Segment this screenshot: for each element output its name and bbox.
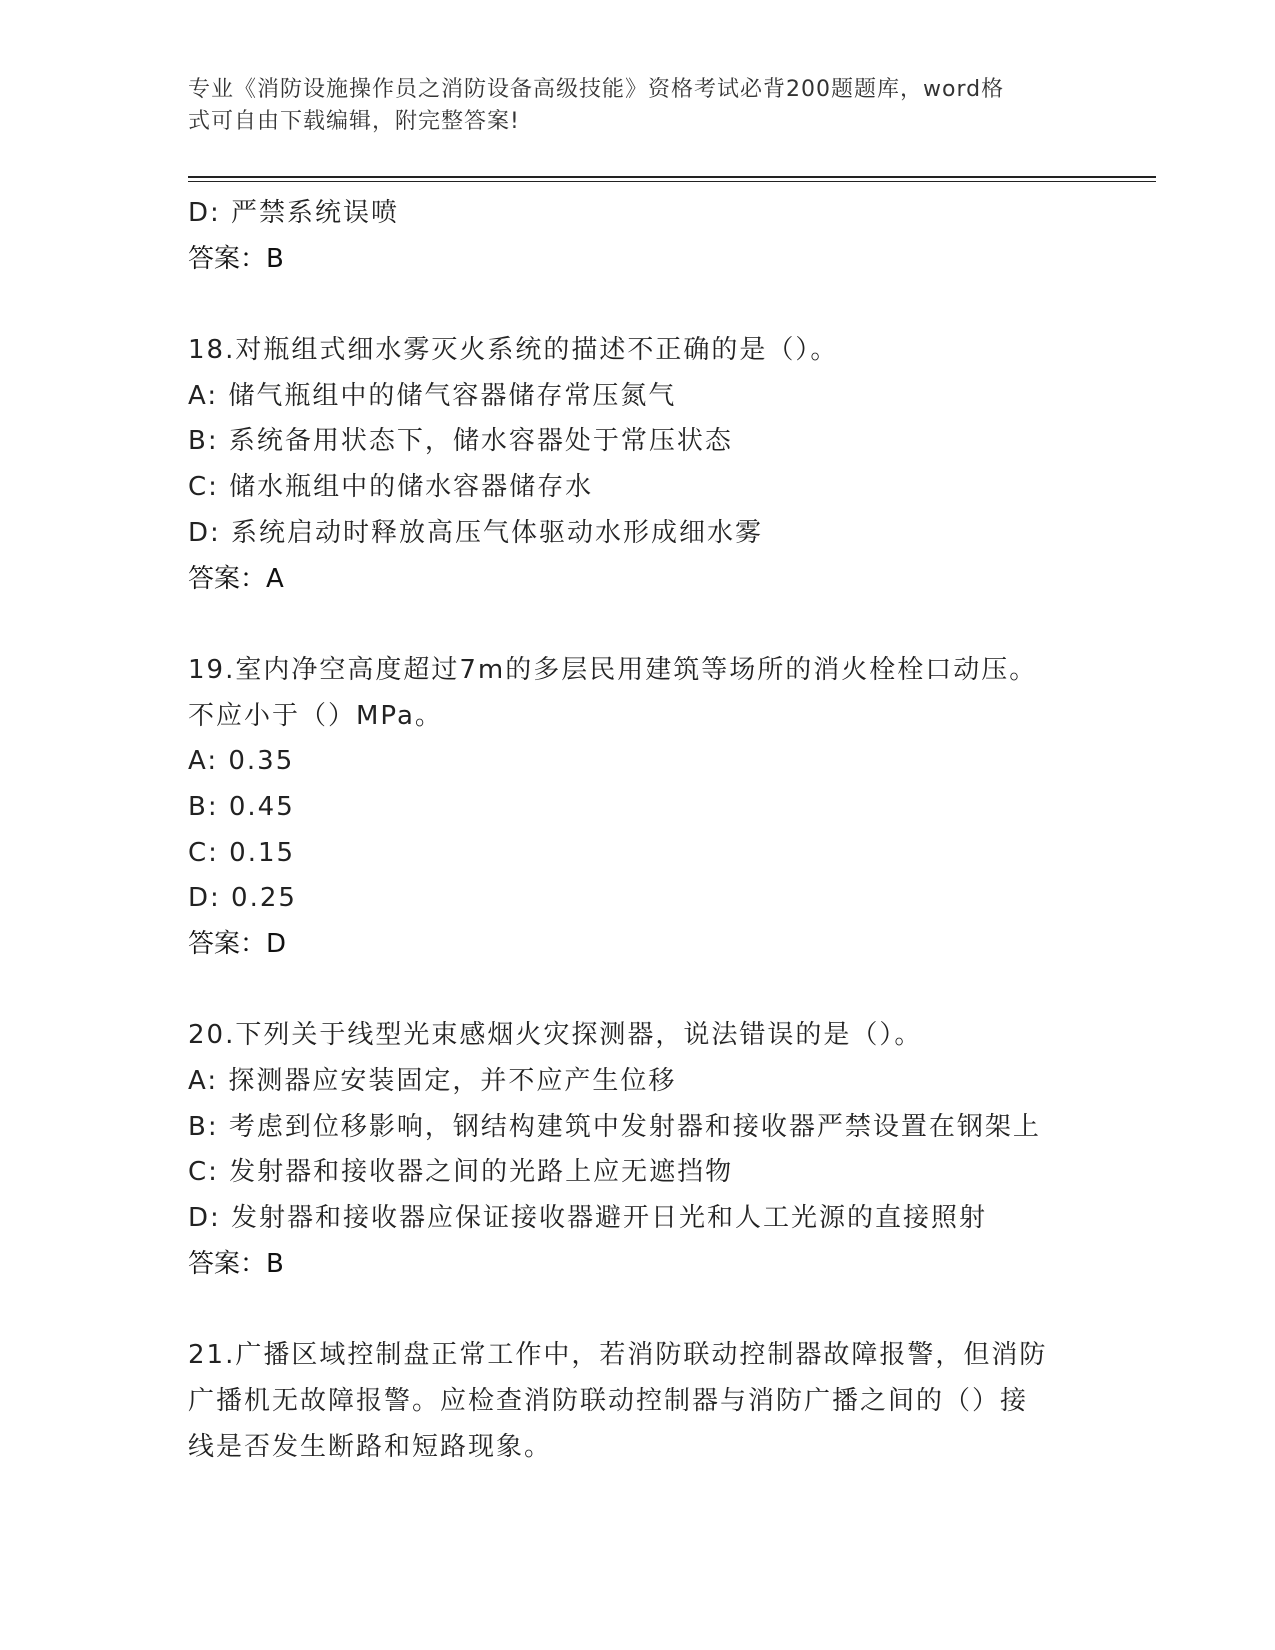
spacer bbox=[188, 1288, 1108, 1334]
option-b: B: 系统备用状态下，储水容器处于常压状态 bbox=[188, 426, 733, 457]
question-list bbox=[188, 191, 1108, 1470]
spacer bbox=[188, 282, 1108, 328]
question-stem-line-3: 线是否发生断路和短路现象。 bbox=[188, 1431, 553, 1462]
option-a: A: 探测器应安装固定，并不应产生位移 bbox=[188, 1066, 677, 1097]
option-a: A: 0.35 bbox=[188, 746, 295, 777]
spacer bbox=[188, 602, 1108, 648]
answer-line: 答案：B bbox=[188, 243, 284, 274]
header-divider-thin bbox=[188, 181, 1156, 182]
question-20 bbox=[188, 1013, 1108, 1287]
answer-line: 答案：B bbox=[188, 1248, 284, 1279]
option-c: C: 发射器和接收器之间的光路上应无遮挡物 bbox=[188, 1157, 734, 1188]
option-d: D: 严禁系统误喷 bbox=[188, 198, 400, 228]
question-stem: 20.下列关于线型光束感烟火灾探测器，说法错误的是（）。 bbox=[188, 1020, 923, 1051]
option-c: C: 0.15 bbox=[188, 837, 296, 868]
option-a: A: 储气瓶组中的储气容器储存常压氮气 bbox=[188, 380, 677, 411]
question-19 bbox=[188, 648, 1108, 968]
question-stem-line-1: 19.室内净空高度超过7m的多层民用建筑等场所的消火栓栓口动压。 bbox=[188, 654, 1038, 685]
answer-line: 答案：D bbox=[188, 929, 287, 959]
header-title-line-2: 式可自由下载编辑，附完整答案! bbox=[188, 109, 520, 134]
answer-line: 答案：A bbox=[188, 563, 284, 594]
previous-question-tail bbox=[188, 191, 1108, 282]
question-stem-line-1: 21.广播区域控制盘正常工作中，若消防联动控制器故障报警，但消防 bbox=[188, 1340, 1048, 1371]
document-header bbox=[188, 74, 1068, 138]
option-d: D: 发射器和接收器应保证接收器避开日光和人工光源的直接照射 bbox=[188, 1203, 988, 1234]
question-stem-line-2: 广播机无故障报警。应检查消防联动控制器与消防广播之间的（）接 bbox=[188, 1385, 1029, 1416]
question-21 bbox=[188, 1333, 1108, 1470]
question-stem-line-2: 不应小于（）MPa。 bbox=[188, 700, 443, 731]
option-b: B: 0.45 bbox=[188, 791, 295, 822]
question-18 bbox=[188, 328, 1108, 602]
header-title-line-1: 专业《消防设施操作员之消防设备高级技能》资格考试必背200题题库，word格 bbox=[188, 77, 1005, 102]
option-b: B: 考虑到位移影响，钢结构建筑中发射器和接收器严禁设置在钢架上 bbox=[188, 1111, 1041, 1142]
question-stem: 18.对瓶组式细水雾灭火系统的描述不正确的是（）。 bbox=[188, 335, 839, 366]
spacer bbox=[188, 968, 1108, 1014]
option-c: C: 储水瓶组中的储水容器储存水 bbox=[188, 472, 594, 503]
header-divider-thick bbox=[188, 176, 1156, 178]
option-d: D: 0.25 bbox=[188, 883, 297, 914]
option-d: D: 系统启动时释放高压气体驱动水形成细水雾 bbox=[188, 517, 764, 548]
